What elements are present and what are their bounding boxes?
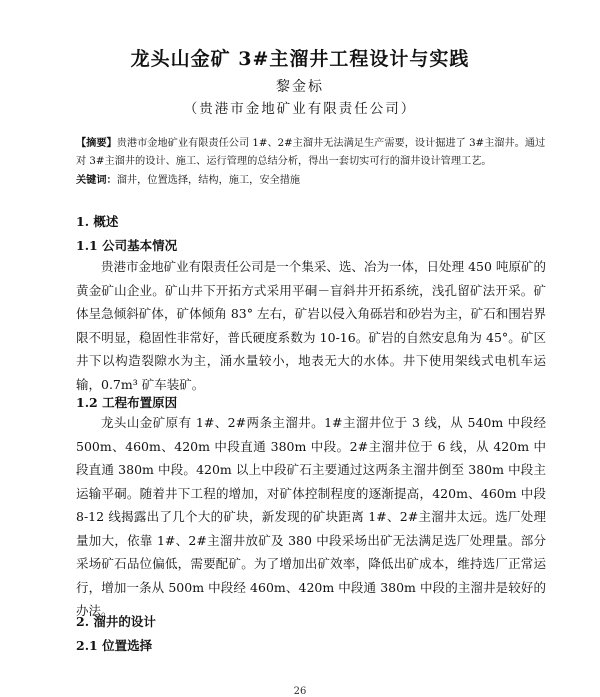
section-1-2-heading: 1.2 工程布置原因	[76, 395, 178, 410]
keywords-text: 溜井，位置选择，结构，施工，安全措施	[116, 175, 301, 186]
abstract-text: 贵港市金地矿业有限责任公司 1#、2#主溜井无法满足生产需要，设计掘进了 3#主溜井。通过对 3#主溜井的设计、施工、运行管理的总结分析，得出一套切实可行的溜井设计管理工艺。	[76, 138, 546, 167]
paper-author: 黎金标	[276, 79, 324, 95]
paper-title: 龙头山金矿 3#主溜井工程设计与实践	[130, 48, 470, 70]
abstract-block	[76, 134, 546, 190]
paper-affiliation: （贵港市金地矿业有限责任公司）	[183, 101, 417, 117]
section-1-heading: 1. 概述	[76, 214, 119, 229]
section-2-heading: 2. 溜井的设计	[76, 614, 156, 629]
section-2-1-heading: 2.1 位置选择	[76, 638, 153, 653]
page-number: 26	[293, 686, 307, 697]
abstract-label: 【摘要】	[76, 137, 117, 149]
section-1-1-heading: 1.1 公司基本情况	[76, 238, 178, 253]
section-1-2-paragraph: 龙头山金矿原有 1#、2#两条主溜井。1#主溜井位于 3 线，从 540m 中段经 500m、460m、420m 中段直通 380m 中段。2#主溜井位于 6 线，从 420m 中段直通 380m 中段。420m 以上中段矿石主要通过这两条主溜井倒至 380m 中段主运输平硐。随着井下工程的增加，对矿体控制程度的逐渐提高，420m、460m 中段 8-12 线揭露出了几个大的矿块，新发现的矿块距离 1#、2#主溜井太远。选厂处理量加大，依靠 1#、2#主溜井放矿及 380 中段采场出矿无法满足选厂处理量。部分采场矿石品位偏低，需要配矿。为了增加出矿效率，降低出矿成本，维持选厂正常运行，增加一条从 500m 中段经 460m、420m 中段通 380m 中段的主溜井是较好的办法。	[76, 415, 546, 618]
keywords-label: 关键词：	[76, 174, 117, 186]
section-1-1-paragraph: 贵港市金地矿业有限责任公司是一个集采、选、冶为一体，日处理 450 吨原矿的黄金矿山企业。矿山井下开拓方式采用平硐－盲斜井开拓系统，浅孔留矿法开采。矿体呈急倾斜矿体，矿体倾角 83° 左右，矿岩以侵入角砾岩和砂岩为主，矿石和围岩界限不明显，稳固性非常好，普氏硬度系数为 10-16。矿岩的自然安息角为 45°。矿区井下以构造裂隙水为主，涌水量较小，地表无大的水体。井下使用架线式电机车运输，0.7m³ 矿车装矿。	[76, 259, 546, 392]
